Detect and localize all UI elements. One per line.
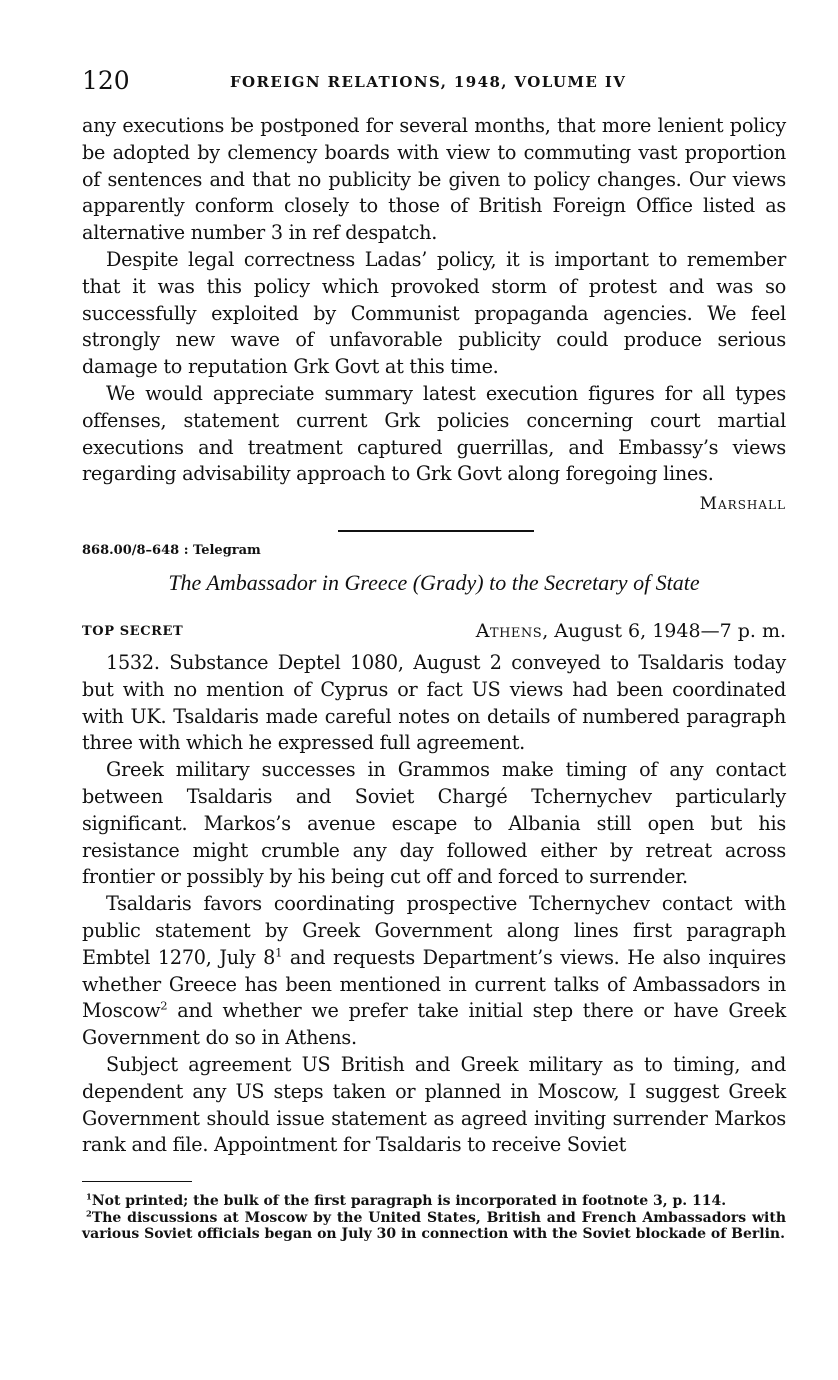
paragraph: Subject agreement US British and Greek military as to timing, and dependent any US steps taken or planned in Moscow, I suggest Greek Government should issue statement as agreed inviting surrender Markos rank and file. Appointment for Tsaldaris to receive Soviet [82, 1052, 786, 1157]
footnote-mark: 1 [86, 1191, 92, 1202]
paragraph [82, 891, 786, 1052]
paragraph: Greek military successes in Grammos make timing of any contact between Tsaldaris and Soviet Chargé Tchernychev particularly significant. Markos’s avenue escape to Albania still open but his resistance might crumble any day followed either by retreat across frontier or possibly by his being cut off and forced to surrender. [82, 758, 786, 889]
continued-telegram-text [82, 113, 786, 488]
footnote-text: The discussions at Moscow by the United States, British and French Ambassadors with various Soviet officials began on July 30 in connection with the Soviet blockade of Berlin. [82, 1209, 786, 1242]
footnote [82, 1207, 786, 1243]
telegram-body [82, 650, 786, 1159]
paragraph: any executions be postponed for several months, that more lenient policy be adopted by clemency boards with view to commuting vast proportion of sentences and that no publicity be given to policy changes. Our views apparently conform closely to those of British Foreign Office listed as alternative number 3 in ref despatch. [82, 114, 786, 245]
footnote-ref: 2 [160, 998, 168, 1013]
dateline [476, 620, 786, 642]
dateline-place: Athens [475, 620, 543, 642]
footnotes [82, 1193, 786, 1243]
paragraph-text: and requests Department’s views. He also inquires whether Greece has been mentioned in current talks of Ambassadors in Moscow [82, 945, 786, 1023]
file-reference: 868.00/8–648 : Telegram [82, 543, 261, 558]
footnote-ref: 1 [275, 945, 283, 960]
section-divider [338, 530, 534, 532]
paragraph-text: and whether we prefer take initial step there or have Greek Government do so in Athens. [82, 999, 786, 1050]
footnote-text: Not printed; the bulk of the first paragraph is incorporated in footnote 3, p. 114. [91, 1193, 727, 1209]
footnote-rule [82, 1181, 192, 1182]
dateline-date: , August 6, 1948—7 p. m. [542, 620, 786, 642]
running-title: FOREIGN RELATIONS, 1948, VOLUME IV [230, 73, 627, 91]
page-number: 120 [82, 66, 130, 95]
document-title: The Ambassador in Greece (Grady) to the Secretary of State [168, 570, 700, 595]
signature: Marshall [699, 494, 786, 514]
paragraph: 1532. Substance Deptel 1080, August 2 conveyed to Tsaldaris today but with no mention of Cyprus or fact US views had been coordinated with UK. Tsaldaris made careful notes on details of numbered paragraph three with which he expressed full agreement. [82, 651, 786, 755]
footnote [82, 1193, 786, 1210]
paragraph-text: Tsaldaris favors coordinating prospective Tchernychev contact with public statement by Greek Government along lines first paragraph Embtel 1270, July 8 [82, 892, 786, 969]
paragraph: We would appreciate summary latest execution figures for all types offenses, statement current Grk policies concerning court martial executions and treatment captured guerrillas, and Embassy’s views regarding advisability approach to Grk Govt along foregoing lines. [82, 381, 786, 486]
running-header [82, 66, 782, 96]
footnote-mark: 2 [86, 1207, 92, 1218]
classification: TOP SECRET [82, 624, 184, 639]
paragraph: Despite legal correctness Ladas’ policy, it is important to remember that it was this policy which provoked storm of protest and was so successfully exploited by Communist propaganda agencies. We feel strongly new wave of unfavorable publicity could produce serious damage to reputation Grk Govt at this time. [82, 247, 786, 379]
